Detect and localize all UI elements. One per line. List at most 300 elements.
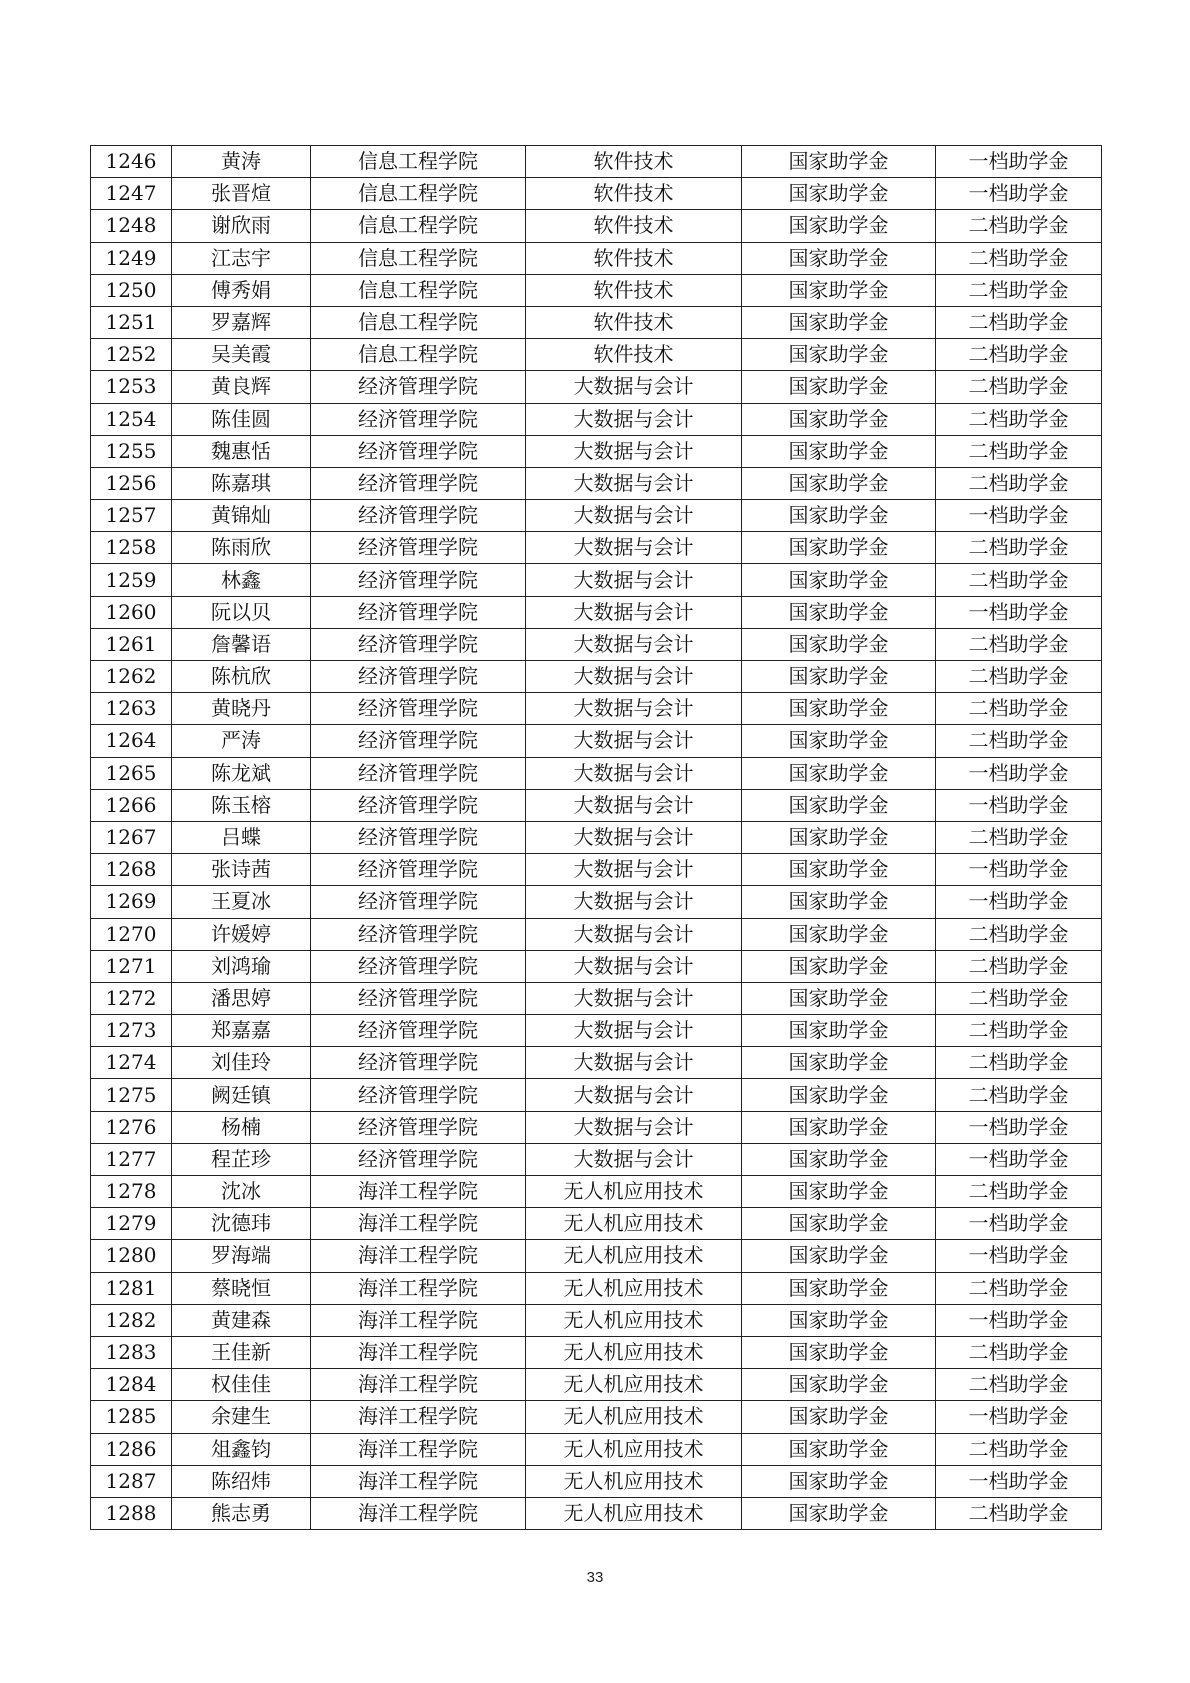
student-name-cell: 潘思婷 (172, 982, 311, 1014)
aid-type-cell: 国家助学金 (742, 339, 936, 371)
aid-level-cell: 一档助学金 (936, 596, 1102, 628)
student-name-cell: 沈德玮 (172, 1208, 311, 1240)
major-cell: 大数据与会计 (526, 821, 742, 853)
aid-type-cell: 国家助学金 (742, 564, 936, 596)
aid-level-cell: 二档助学金 (936, 242, 1102, 274)
major-cell: 大数据与会计 (526, 982, 742, 1014)
aid-level-cell: 二档助学金 (936, 339, 1102, 371)
serial-number-cell: 1255 (91, 435, 172, 467)
aid-level-cell: 一档助学金 (936, 178, 1102, 210)
table-row (91, 339, 1102, 371)
student-name-cell: 詹馨语 (172, 628, 311, 660)
aid-level-cell: 二档助学金 (936, 821, 1102, 853)
college-cell: 经济管理学院 (311, 821, 526, 853)
aid-type-cell: 国家助学金 (742, 467, 936, 499)
table-row (91, 1111, 1102, 1143)
table-row (91, 1369, 1102, 1401)
college-cell: 经济管理学院 (311, 596, 526, 628)
major-cell: 大数据与会计 (526, 532, 742, 564)
table-row (91, 274, 1102, 306)
student-name-cell: 陈杭欣 (172, 661, 311, 693)
serial-number-cell: 1277 (91, 1143, 172, 1175)
college-cell: 经济管理学院 (311, 757, 526, 789)
student-name-cell: 蔡晓恒 (172, 1272, 311, 1304)
serial-number-cell: 1270 (91, 918, 172, 950)
table-row (91, 1176, 1102, 1208)
serial-number-cell: 1260 (91, 596, 172, 628)
college-cell: 经济管理学院 (311, 693, 526, 725)
aid-type-cell: 国家助学金 (742, 661, 936, 693)
college-cell: 经济管理学院 (311, 435, 526, 467)
student-name-cell: 张晋煊 (172, 178, 311, 210)
aid-type-cell: 国家助学金 (742, 1497, 936, 1529)
major-cell: 无人机应用技术 (526, 1304, 742, 1336)
college-cell: 海洋工程学院 (311, 1240, 526, 1272)
table-row (91, 1015, 1102, 1047)
college-cell: 信息工程学院 (311, 339, 526, 371)
major-cell: 大数据与会计 (526, 725, 742, 757)
major-cell: 大数据与会计 (526, 1015, 742, 1047)
serial-number-cell: 1274 (91, 1047, 172, 1079)
college-cell: 海洋工程学院 (311, 1465, 526, 1497)
table-row (91, 564, 1102, 596)
table-row (91, 693, 1102, 725)
aid-type-cell: 国家助学金 (742, 1143, 936, 1175)
major-cell: 无人机应用技术 (526, 1433, 742, 1465)
aid-type-cell: 国家助学金 (742, 982, 936, 1014)
serial-number-cell: 1262 (91, 661, 172, 693)
major-cell: 大数据与会计 (526, 371, 742, 403)
serial-number-cell: 1283 (91, 1336, 172, 1368)
table-row (91, 242, 1102, 274)
aid-type-cell: 国家助学金 (742, 596, 936, 628)
college-cell: 经济管理学院 (311, 1079, 526, 1111)
table-row (91, 371, 1102, 403)
major-cell: 大数据与会计 (526, 950, 742, 982)
table-row (91, 1304, 1102, 1336)
student-name-cell: 刘鸿瑜 (172, 950, 311, 982)
serial-number-cell: 1254 (91, 403, 172, 435)
aid-type-cell: 国家助学金 (742, 1336, 936, 1368)
college-cell: 经济管理学院 (311, 1111, 526, 1143)
student-name-cell: 黄晓丹 (172, 693, 311, 725)
college-cell: 海洋工程学院 (311, 1272, 526, 1304)
table-row (91, 821, 1102, 853)
aid-level-cell: 二档助学金 (936, 1047, 1102, 1079)
aid-type-cell: 国家助学金 (742, 274, 936, 306)
major-cell: 无人机应用技术 (526, 1240, 742, 1272)
aid-type-cell: 国家助学金 (742, 1240, 936, 1272)
aid-type-cell: 国家助学金 (742, 146, 936, 178)
student-name-cell: 杨楠 (172, 1111, 311, 1143)
aid-type-cell: 国家助学金 (742, 532, 936, 564)
aid-type-cell: 国家助学金 (742, 403, 936, 435)
major-cell: 大数据与会计 (526, 564, 742, 596)
table-row (91, 596, 1102, 628)
student-name-cell: 黄良辉 (172, 371, 311, 403)
table-row (91, 1336, 1102, 1368)
aid-type-cell: 国家助学金 (742, 210, 936, 242)
student-name-cell: 黄涛 (172, 146, 311, 178)
major-cell: 无人机应用技术 (526, 1176, 742, 1208)
college-cell: 经济管理学院 (311, 789, 526, 821)
aid-type-cell: 国家助学金 (742, 178, 936, 210)
serial-number-cell: 1259 (91, 564, 172, 596)
aid-type-cell: 国家助学金 (742, 950, 936, 982)
college-cell: 信息工程学院 (311, 210, 526, 242)
serial-number-cell: 1287 (91, 1465, 172, 1497)
serial-number-cell: 1246 (91, 146, 172, 178)
table-body (91, 146, 1102, 1530)
college-cell: 经济管理学院 (311, 1015, 526, 1047)
student-name-cell: 俎鑫钧 (172, 1433, 311, 1465)
serial-number-cell: 1248 (91, 210, 172, 242)
college-cell: 经济管理学院 (311, 918, 526, 950)
aid-level-cell: 二档助学金 (936, 564, 1102, 596)
aid-level-cell: 二档助学金 (936, 661, 1102, 693)
student-name-cell: 谢欣雨 (172, 210, 311, 242)
serial-number-cell: 1252 (91, 339, 172, 371)
major-cell: 软件技术 (526, 339, 742, 371)
student-name-cell: 林鑫 (172, 564, 311, 596)
table-row (91, 918, 1102, 950)
major-cell: 无人机应用技术 (526, 1272, 742, 1304)
student-name-cell: 吕蝶 (172, 821, 311, 853)
major-cell: 大数据与会计 (526, 628, 742, 660)
serial-number-cell: 1258 (91, 532, 172, 564)
college-cell: 经济管理学院 (311, 950, 526, 982)
aid-level-cell: 二档助学金 (936, 725, 1102, 757)
aid-type-cell: 国家助学金 (742, 1272, 936, 1304)
serial-number-cell: 1268 (91, 854, 172, 886)
student-name-cell: 严涛 (172, 725, 311, 757)
table-row (91, 1433, 1102, 1465)
student-name-cell: 陈玉榕 (172, 789, 311, 821)
aid-level-cell: 二档助学金 (936, 274, 1102, 306)
college-cell: 经济管理学院 (311, 403, 526, 435)
serial-number-cell: 1284 (91, 1369, 172, 1401)
aid-level-cell: 一档助学金 (936, 1465, 1102, 1497)
aid-type-cell: 国家助学金 (742, 854, 936, 886)
major-cell: 大数据与会计 (526, 1079, 742, 1111)
serial-number-cell: 1285 (91, 1401, 172, 1433)
aid-type-cell: 国家助学金 (742, 628, 936, 660)
college-cell: 经济管理学院 (311, 886, 526, 918)
aid-type-cell: 国家助学金 (742, 1015, 936, 1047)
college-cell: 海洋工程学院 (311, 1176, 526, 1208)
aid-level-cell: 二档助学金 (936, 532, 1102, 564)
serial-number-cell: 1269 (91, 886, 172, 918)
aid-type-cell: 国家助学金 (742, 371, 936, 403)
table-row (91, 661, 1102, 693)
aid-level-cell: 二档助学金 (936, 1176, 1102, 1208)
aid-level-cell: 二档助学金 (936, 306, 1102, 338)
aid-type-cell: 国家助学金 (742, 1079, 936, 1111)
student-name-cell: 熊志勇 (172, 1497, 311, 1529)
aid-type-cell: 国家助学金 (742, 789, 936, 821)
aid-type-cell: 国家助学金 (742, 1176, 936, 1208)
aid-level-cell: 一档助学金 (936, 1143, 1102, 1175)
serial-number-cell: 1250 (91, 274, 172, 306)
student-name-cell: 傅秀娟 (172, 274, 311, 306)
aid-level-cell: 一档助学金 (936, 854, 1102, 886)
major-cell: 软件技术 (526, 274, 742, 306)
student-name-cell: 江志宇 (172, 242, 311, 274)
major-cell: 大数据与会计 (526, 467, 742, 499)
student-name-cell: 王夏冰 (172, 886, 311, 918)
aid-level-cell: 二档助学金 (936, 1336, 1102, 1368)
page-number: 33 (586, 1569, 604, 1586)
aid-type-cell: 国家助学金 (742, 918, 936, 950)
major-cell: 大数据与会计 (526, 500, 742, 532)
table-row (91, 950, 1102, 982)
table-row (91, 178, 1102, 210)
major-cell: 大数据与会计 (526, 661, 742, 693)
serial-number-cell: 1249 (91, 242, 172, 274)
serial-number-cell: 1251 (91, 306, 172, 338)
table-row (91, 854, 1102, 886)
college-cell: 信息工程学院 (311, 146, 526, 178)
serial-number-cell: 1271 (91, 950, 172, 982)
aid-level-cell: 一档助学金 (936, 757, 1102, 789)
aid-type-cell: 国家助学金 (742, 1433, 936, 1465)
aid-level-cell: 二档助学金 (936, 982, 1102, 1014)
serial-number-cell: 1267 (91, 821, 172, 853)
aid-type-cell: 国家助学金 (742, 1208, 936, 1240)
student-name-cell: 罗嘉辉 (172, 306, 311, 338)
student-name-cell: 陈龙斌 (172, 757, 311, 789)
aid-type-cell: 国家助学金 (742, 693, 936, 725)
serial-number-cell: 1253 (91, 371, 172, 403)
student-name-cell: 黄锦灿 (172, 500, 311, 532)
student-name-cell: 许媛婷 (172, 918, 311, 950)
aid-level-cell: 二档助学金 (936, 918, 1102, 950)
serial-number-cell: 1247 (91, 178, 172, 210)
table-row (91, 628, 1102, 660)
major-cell: 大数据与会计 (526, 886, 742, 918)
aid-level-cell: 二档助学金 (936, 371, 1102, 403)
aid-level-cell: 二档助学金 (936, 467, 1102, 499)
table-row (91, 1465, 1102, 1497)
college-cell: 海洋工程学院 (311, 1208, 526, 1240)
college-cell: 经济管理学院 (311, 564, 526, 596)
major-cell: 大数据与会计 (526, 854, 742, 886)
college-cell: 经济管理学院 (311, 725, 526, 757)
aid-level-cell: 二档助学金 (936, 1079, 1102, 1111)
major-cell: 软件技术 (526, 178, 742, 210)
major-cell: 大数据与会计 (526, 1143, 742, 1175)
aid-level-cell: 一档助学金 (936, 1208, 1102, 1240)
table-row (91, 886, 1102, 918)
serial-number-cell: 1256 (91, 467, 172, 499)
student-name-cell: 陈嘉琪 (172, 467, 311, 499)
aid-level-cell: 二档助学金 (936, 1369, 1102, 1401)
aid-type-cell: 国家助学金 (742, 1304, 936, 1336)
student-name-cell: 陈佳圆 (172, 403, 311, 435)
major-cell: 无人机应用技术 (526, 1497, 742, 1529)
table-row (91, 403, 1102, 435)
major-cell: 大数据与会计 (526, 1047, 742, 1079)
major-cell: 大数据与会计 (526, 789, 742, 821)
table-row (91, 1143, 1102, 1175)
serial-number-cell: 1266 (91, 789, 172, 821)
aid-type-cell: 国家助学金 (742, 1047, 936, 1079)
student-name-cell: 刘佳玲 (172, 1047, 311, 1079)
college-cell: 信息工程学院 (311, 306, 526, 338)
aid-type-cell: 国家助学金 (742, 242, 936, 274)
table-row (91, 725, 1102, 757)
table-row (91, 1401, 1102, 1433)
table-row (91, 789, 1102, 821)
serial-number-cell: 1275 (91, 1079, 172, 1111)
student-name-cell: 王佳新 (172, 1336, 311, 1368)
student-name-cell: 吴美霞 (172, 339, 311, 371)
major-cell: 无人机应用技术 (526, 1208, 742, 1240)
aid-level-cell: 二档助学金 (936, 950, 1102, 982)
serial-number-cell: 1278 (91, 1176, 172, 1208)
college-cell: 经济管理学院 (311, 532, 526, 564)
major-cell: 大数据与会计 (526, 596, 742, 628)
student-name-cell: 魏惠恬 (172, 435, 311, 467)
aid-type-cell: 国家助学金 (742, 757, 936, 789)
college-cell: 经济管理学院 (311, 628, 526, 660)
table-row (91, 982, 1102, 1014)
major-cell: 无人机应用技术 (526, 1465, 742, 1497)
major-cell: 大数据与会计 (526, 403, 742, 435)
college-cell: 经济管理学院 (311, 371, 526, 403)
serial-number-cell: 1280 (91, 1240, 172, 1272)
aid-type-cell: 国家助学金 (742, 500, 936, 532)
aid-level-cell: 一档助学金 (936, 1240, 1102, 1272)
table-row (91, 1272, 1102, 1304)
aid-level-cell: 二档助学金 (936, 1497, 1102, 1529)
serial-number-cell: 1273 (91, 1015, 172, 1047)
student-name-cell: 阙廷镇 (172, 1079, 311, 1111)
student-name-cell: 权佳佳 (172, 1369, 311, 1401)
serial-number-cell: 1263 (91, 693, 172, 725)
aid-level-cell: 二档助学金 (936, 1272, 1102, 1304)
aid-level-cell: 一档助学金 (936, 1111, 1102, 1143)
college-cell: 海洋工程学院 (311, 1401, 526, 1433)
aid-level-cell: 二档助学金 (936, 693, 1102, 725)
college-cell: 经济管理学院 (311, 661, 526, 693)
aid-level-cell: 二档助学金 (936, 628, 1102, 660)
college-cell: 信息工程学院 (311, 178, 526, 210)
aid-type-cell: 国家助学金 (742, 1401, 936, 1433)
table-row (91, 757, 1102, 789)
major-cell: 无人机应用技术 (526, 1336, 742, 1368)
aid-type-cell: 国家助学金 (742, 306, 936, 338)
college-cell: 信息工程学院 (311, 242, 526, 274)
major-cell: 软件技术 (526, 210, 742, 242)
table-row (91, 210, 1102, 242)
table-row (91, 1240, 1102, 1272)
student-name-cell: 程芷珍 (172, 1143, 311, 1175)
aid-type-cell: 国家助学金 (742, 821, 936, 853)
serial-number-cell: 1276 (91, 1111, 172, 1143)
table-row (91, 467, 1102, 499)
aid-level-cell: 二档助学金 (936, 1433, 1102, 1465)
major-cell: 大数据与会计 (526, 757, 742, 789)
major-cell: 大数据与会计 (526, 1111, 742, 1143)
serial-number-cell: 1281 (91, 1272, 172, 1304)
serial-number-cell: 1261 (91, 628, 172, 660)
student-name-cell: 沈冰 (172, 1176, 311, 1208)
serial-number-cell: 1257 (91, 500, 172, 532)
aid-level-cell: 一档助学金 (936, 886, 1102, 918)
table-row (91, 1047, 1102, 1079)
college-cell: 经济管理学院 (311, 1143, 526, 1175)
serial-number-cell: 1286 (91, 1433, 172, 1465)
table-row (91, 1079, 1102, 1111)
aid-level-cell: 一档助学金 (936, 500, 1102, 532)
major-cell: 软件技术 (526, 242, 742, 274)
aid-type-cell: 国家助学金 (742, 1465, 936, 1497)
college-cell: 经济管理学院 (311, 500, 526, 532)
college-cell: 海洋工程学院 (311, 1336, 526, 1368)
aid-type-cell: 国家助学金 (742, 1369, 936, 1401)
aid-level-cell: 二档助学金 (936, 210, 1102, 242)
table-row (91, 500, 1102, 532)
college-cell: 海洋工程学院 (311, 1304, 526, 1336)
college-cell: 经济管理学院 (311, 467, 526, 499)
serial-number-cell: 1264 (91, 725, 172, 757)
student-name-cell: 黄建森 (172, 1304, 311, 1336)
aid-level-cell: 一档助学金 (936, 789, 1102, 821)
aid-level-cell: 二档助学金 (936, 403, 1102, 435)
serial-number-cell: 1288 (91, 1497, 172, 1529)
major-cell: 软件技术 (526, 146, 742, 178)
student-name-cell: 罗海端 (172, 1240, 311, 1272)
college-cell: 海洋工程学院 (311, 1497, 526, 1529)
serial-number-cell: 1272 (91, 982, 172, 1014)
major-cell: 软件技术 (526, 306, 742, 338)
college-cell: 信息工程学院 (311, 274, 526, 306)
student-name-cell: 郑嘉嘉 (172, 1015, 311, 1047)
serial-number-cell: 1282 (91, 1304, 172, 1336)
major-cell: 大数据与会计 (526, 435, 742, 467)
college-cell: 经济管理学院 (311, 982, 526, 1014)
table-row (91, 306, 1102, 338)
student-name-cell: 余建生 (172, 1401, 311, 1433)
college-cell: 经济管理学院 (311, 854, 526, 886)
serial-number-cell: 1265 (91, 757, 172, 789)
table-row (91, 532, 1102, 564)
aid-level-cell: 一档助学金 (936, 1401, 1102, 1433)
aid-type-cell: 国家助学金 (742, 1111, 936, 1143)
aid-level-cell: 二档助学金 (936, 1015, 1102, 1047)
aid-level-cell: 一档助学金 (936, 1304, 1102, 1336)
student-name-cell: 张诗茜 (172, 854, 311, 886)
major-cell: 无人机应用技术 (526, 1369, 742, 1401)
aid-level-cell: 一档助学金 (936, 146, 1102, 178)
college-cell: 海洋工程学院 (311, 1433, 526, 1465)
major-cell: 无人机应用技术 (526, 1401, 742, 1433)
aid-level-cell: 二档助学金 (936, 435, 1102, 467)
aid-type-cell: 国家助学金 (742, 886, 936, 918)
major-cell: 大数据与会计 (526, 693, 742, 725)
college-cell: 海洋工程学院 (311, 1369, 526, 1401)
student-name-cell: 阮以贝 (172, 596, 311, 628)
table-row (91, 146, 1102, 178)
table-row (91, 1497, 1102, 1529)
table-row (91, 1208, 1102, 1240)
table-row (91, 435, 1102, 467)
student-aid-table (90, 145, 1102, 1530)
aid-type-cell: 国家助学金 (742, 435, 936, 467)
student-name-cell: 陈绍炜 (172, 1465, 311, 1497)
student-name-cell: 陈雨欣 (172, 532, 311, 564)
